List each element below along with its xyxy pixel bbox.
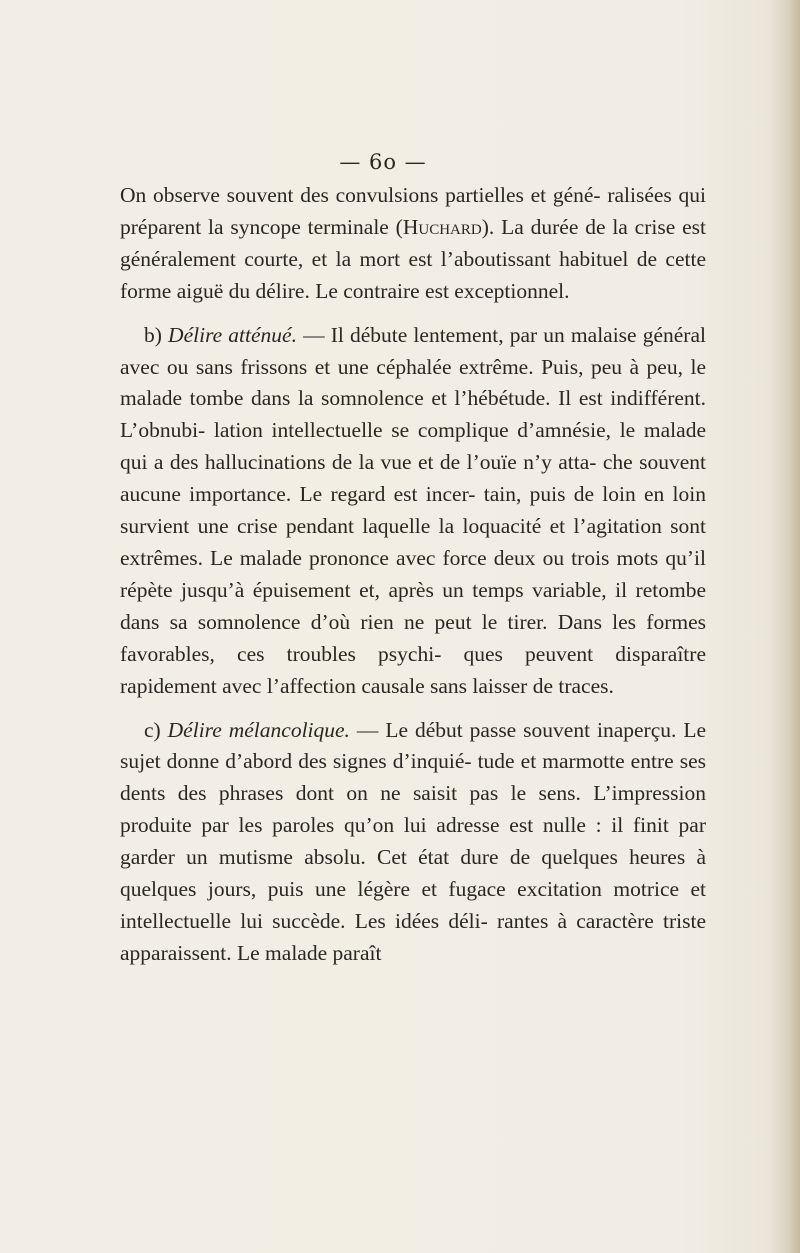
section-title: Délire mélancolique. <box>167 717 350 742</box>
paragraph-text: — Le début passe souvent inaperçu. Le sujet donne d’abord des signes d’inquié- tude et marmotte entre ses dents des phrases dont on ne saisit pas le sens. L’impression produite par les paroles qu’on lui adresse est nulle : il finit par garder un mutisme absolu. Cet état dure de quelques heures à quelques jours, puis une légère et fugace excitation motrice et intellectuelle lui succède. Les idées déli- rantes à caractère triste apparaissent. Le malade paraît <box>120 717 707 965</box>
page-body <box>120 180 706 970</box>
paragraph-convulsions <box>120 180 706 308</box>
paragraph-text: ). La durée de la crise est généralement courte, et la mort est l’aboutissant habituel de cette forme aiguë du délire. Le contraire est exceptionnel. <box>120 214 706 303</box>
paragraph-text: — Il débute lentement, par un malaise général avec ou sans frissons et une céphalée extrême. Puis, peu à peu, le malade tombe dans la somnolence et l’hébétude. Il est indifférent. L’obnubi- lation intellectuelle se complique d’amnésie, le malade qui a des hallucinations de la vue et de l’ouïe n’y atta- che souvent aucune importance. Le regard est incer- tain, puis de loin en loin survient une crise pendant laquelle la loquacité et l’agitation sont extrêmes. Le malade prononce avec force deux ou trois mots qu’il répète jusqu’à épuisement et, après un temps variable, il retombe dans sa somnolence d’où rien ne peut le tirer. Dans les formes favorables, ces troubles psychi- ques peuvent disparaître rapidement avec l’affection causale sans laisser de traces. <box>120 322 706 698</box>
section-title: Délire atténué. <box>168 322 297 347</box>
section-label: b) <box>144 322 169 347</box>
author-reference: Huchard <box>402 214 482 239</box>
paragraph-delire-attenue <box>120 320 706 703</box>
paragraph-delire-melancolique <box>120 715 706 970</box>
paragraph-text: On observe souvent des convulsions partielles et géné- ralisées qui préparent la syncope terminale ( <box>120 183 706 239</box>
page-edge-shadow <box>772 0 800 1253</box>
section-label: c) <box>144 717 168 742</box>
page-number: — 6o — <box>339 150 427 174</box>
